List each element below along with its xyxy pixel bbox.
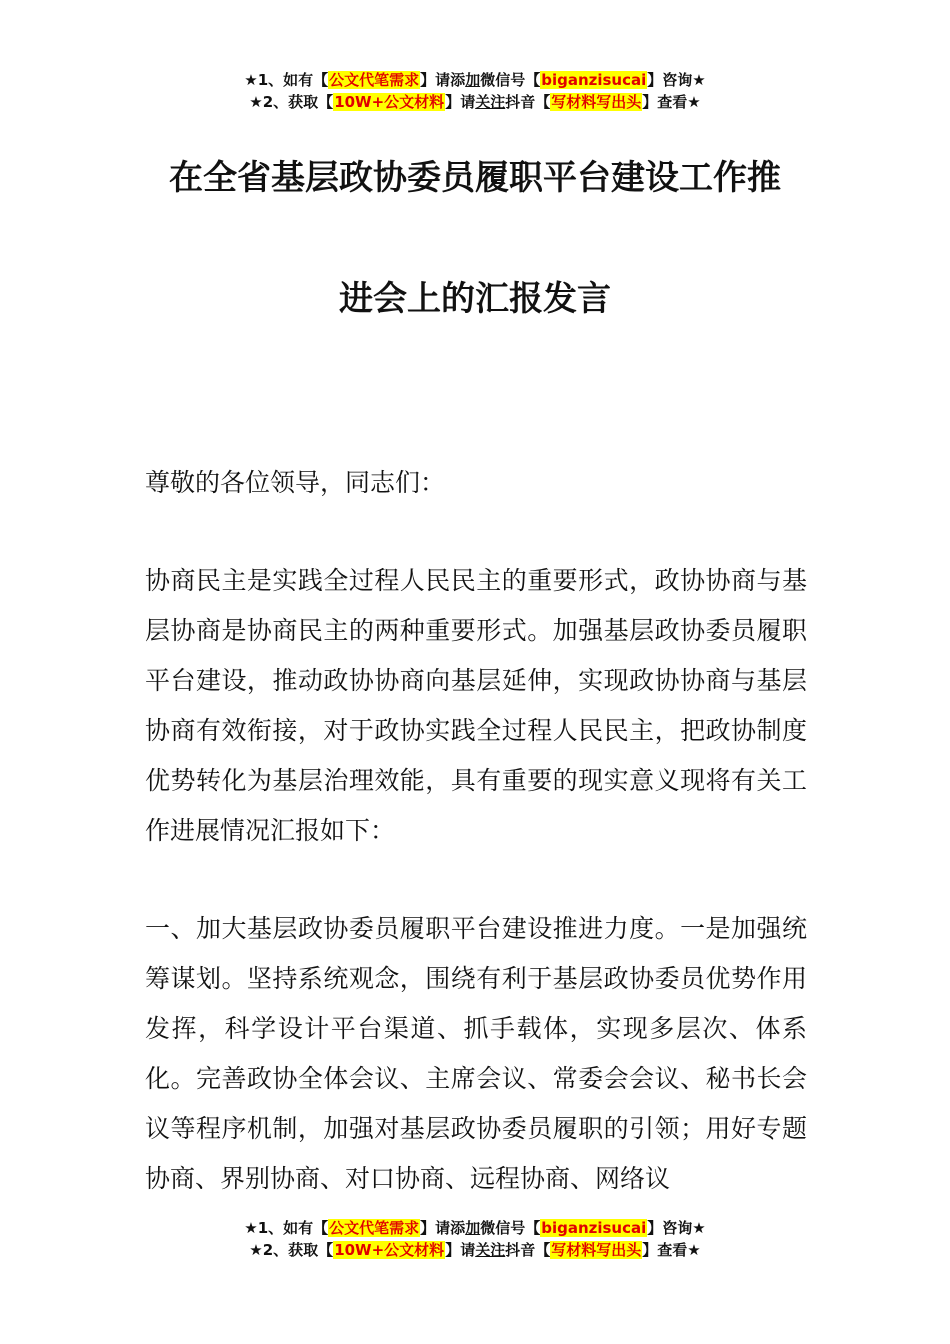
highlighted-text: 公文代笔需求: [329, 71, 420, 89]
banner-text: 】请添: [420, 1219, 466, 1237]
highlighted-text: 10W+公文材料: [334, 1241, 445, 1259]
wechat-id: biganzisucai: [541, 1219, 647, 1237]
banner-text: 】查看★: [642, 1241, 701, 1259]
banner-text: 抖音【: [505, 1241, 551, 1259]
header-banner: [0, 69, 950, 113]
banner-text: 】查看★: [642, 93, 701, 111]
paragraph-text: 协商民主是实践全过程人民民主的重要形式，政协协商与基层协商是协商民主的两种重要形式。加强基层政协委员履职平台建设，推动政协协商向基层延伸，实现政协协商与基层协商有效衔接，对于政协实践全过程人民民主，把政协制度优势转化为基层治理效能，具有重要的现实意义现将有关工作进展情况汇报如下：: [145, 566, 807, 845]
underlined-text: 加: [465, 71, 481, 89]
wechat-id: biganzisucai: [541, 71, 647, 89]
banner-text: 抖音【: [505, 93, 551, 111]
banner-text: 微信号【: [480, 1219, 541, 1237]
banner-text: ★1、如有【: [244, 1219, 329, 1237]
banner-text: 微信号【: [480, 71, 541, 89]
document-title-line-2: 进会上的汇报发言: [339, 279, 611, 319]
banner-line-2: [0, 1239, 950, 1261]
document-title-line-1: 在全省基层政协委员履职平台建设工作推: [169, 158, 781, 198]
highlighted-text: 公文代笔需求: [329, 1219, 420, 1237]
banner-text: 】请添: [420, 71, 466, 89]
banner-text: ★2、获取【: [249, 93, 334, 111]
highlighted-text: 10W+公文材料: [334, 93, 445, 111]
banner-text: ★1、如有【: [244, 71, 329, 89]
body-paragraph: [145, 556, 807, 856]
banner-text: ★2、获取【: [249, 1241, 334, 1259]
paragraph-text: 一、加大基层政协委员履职平台建设推进力度。一是加强统筹谋划。坚持系统观念，围绕有利于基层政协委员优势作用发挥，科学设计平台渠道、抓手载体，实现多层次、体系化。完善政协全体会议、主席会议、常委会会议、秘书长会议等程序机制，加强对基层政协委员履职的引领；用好专题协商、界别协商、对口协商、远程协商、网络议: [145, 914, 807, 1193]
douyin-account: 写材料写出头: [551, 1241, 642, 1259]
banner-text: 】请: [445, 93, 476, 111]
underlined-text: 加: [465, 1219, 481, 1237]
douyin-account: 写材料写出头: [551, 93, 642, 111]
banner-line-1: [0, 69, 950, 91]
banner-line-1: [0, 1217, 950, 1239]
salutation: 尊敬的各位领导，同志们：: [145, 468, 446, 497]
banner-line-2: [0, 91, 950, 113]
underlined-text: 关注: [475, 93, 506, 111]
underlined-text: 关注: [475, 1241, 506, 1259]
banner-text: 】咨询★: [647, 71, 706, 89]
body-paragraph: [145, 904, 807, 1204]
footer-banner: [0, 1217, 950, 1261]
banner-text: 】咨询★: [647, 1219, 706, 1237]
banner-text: 】请: [445, 1241, 476, 1259]
